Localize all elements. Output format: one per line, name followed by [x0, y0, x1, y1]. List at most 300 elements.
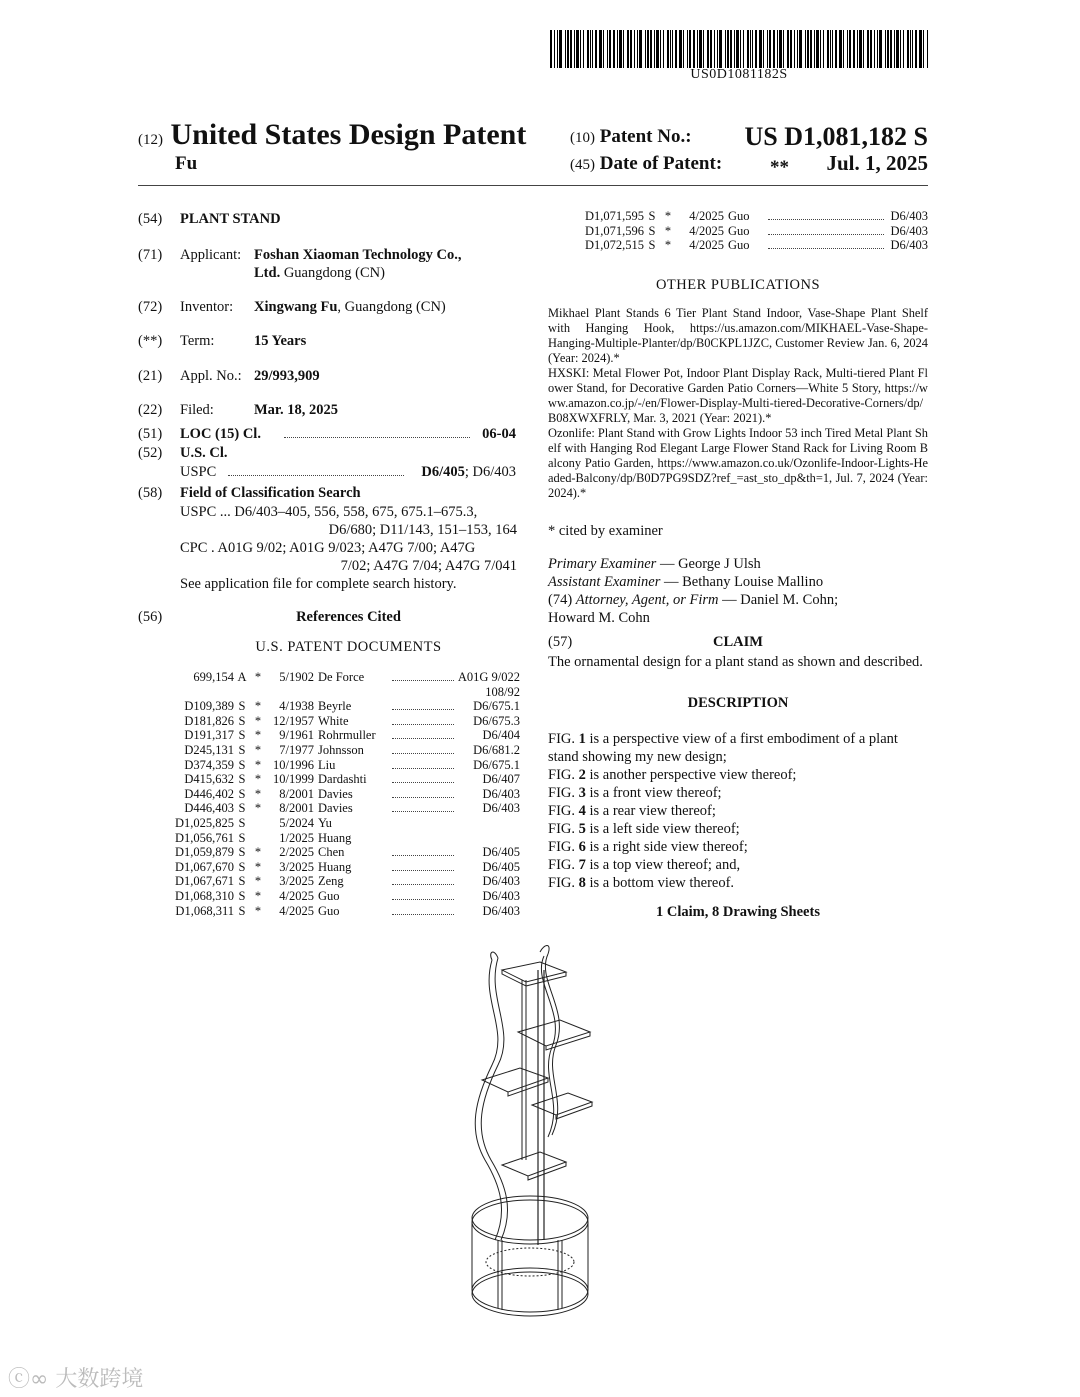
ref-number: D245,131	[184, 742, 234, 757]
barcode-bar	[867, 30, 869, 68]
title-text: United States Design Patent	[170, 118, 527, 151]
barcode-bar	[894, 30, 895, 68]
plant-stand-drawing	[440, 940, 620, 1330]
inventor-name: Xingwang Fu	[254, 299, 338, 315]
patent-type-title	[138, 118, 526, 152]
barcode-bar	[599, 30, 602, 68]
ref-name: Yu	[318, 815, 332, 830]
ref-date: 8/2001	[279, 801, 314, 816]
field-code: (72)	[138, 299, 163, 315]
ref-name: Rohrmuller	[318, 728, 376, 743]
ref-kind: S	[238, 772, 246, 787]
ref-date: 2/2025	[279, 845, 314, 860]
claim-heading: CLAIM	[713, 634, 763, 650]
ref-class: D6/404	[482, 728, 520, 743]
ref-date: 5/2024	[279, 815, 314, 830]
references-table-continued	[570, 209, 928, 253]
ref-date: 10/1999	[273, 772, 314, 787]
barcode-bar	[703, 30, 704, 68]
barcode-bar	[823, 30, 824, 68]
ref-number: D446,403	[184, 801, 234, 816]
ref-date: 7/1977	[279, 742, 314, 757]
barcode-bar	[896, 30, 899, 68]
ref-class: D6/675.1	[473, 699, 520, 714]
barcode-bar	[717, 30, 718, 68]
barcode-bar	[740, 30, 741, 68]
barcode-bar	[820, 30, 821, 68]
publication-entry: Ozonlife: Plant Stand with Grow Lights Indoor 53 inch Tired Metal Plant Shelf with Hanging Rod Elegant Large Flower Stand Rack for Living Room Balcony Patio Garden, https://www.amazon.co.uk/Ozonlife-Indoor-Lights-Headed-Balcony/dp/B0D7PG9SDZ?ref_=ast_sto_dp&th=1, Jul. 7, 2024 (Year: 2024).*	[548, 426, 928, 500]
barcode-bar	[790, 30, 792, 68]
ref-kind: S	[238, 815, 246, 830]
field-code: (22)	[138, 402, 163, 418]
figure-description	[548, 856, 928, 874]
barcode-bar	[725, 30, 726, 68]
ref-name: Davies	[318, 786, 353, 801]
barcode-bar	[567, 30, 569, 68]
barcode-bar	[743, 30, 744, 68]
ref-class: D6/405	[482, 859, 520, 874]
publication-entry: HXSKI: Metal Flower Pot, Indoor Plant Display Rack, Multi-tiered Plant Flower Stand, for Decorative Garden Patio Corners—White 5 Story, https://www.amazon.co.jp/-/en/Flower-Display-Multi-tiered-Decorative-Corners/dp/B08XWXFRLY, Mar. 3, 2021 (Year: 2021).*	[548, 366, 928, 425]
attorney-name-2: Howard M. Cohn	[548, 610, 650, 626]
ref-star: *	[254, 713, 262, 728]
barcode-bar	[832, 30, 833, 68]
label-text: Patent No.:	[599, 126, 692, 147]
barcode-bar	[565, 30, 566, 68]
field-label: LOC (15) Cl.	[180, 426, 261, 442]
appl-no-value: 29/993,909	[254, 368, 320, 384]
ref-number: D1,025,825	[174, 815, 234, 830]
date-of-patent-label	[570, 153, 722, 175]
barcode-bar	[583, 30, 584, 68]
barcode-bar	[835, 30, 837, 68]
ref-class: D6/403	[890, 238, 928, 253]
barcode-bar	[830, 30, 831, 68]
fig-text: is a top view thereof; and,	[585, 857, 741, 873]
ref-date: 3/2025	[279, 874, 314, 889]
reference-row	[570, 224, 928, 239]
leader-dots	[392, 699, 454, 714]
barcode-bar	[707, 30, 709, 68]
ref-class: D6/403	[482, 903, 520, 918]
barcode-bar	[550, 30, 552, 68]
ref-kind: S	[238, 859, 246, 874]
barcode-bar	[609, 30, 611, 68]
barcode-bar	[670, 30, 671, 68]
ref-name: Zeng	[318, 874, 344, 889]
ref-class: D6/403	[890, 223, 928, 238]
reference-row	[160, 728, 520, 743]
reference-row	[160, 772, 520, 787]
ref-date: 1/2025	[279, 830, 314, 845]
barcode-bar	[672, 30, 673, 68]
ref-number: D191,317	[184, 728, 234, 743]
leader-dots	[284, 425, 470, 438]
reference-row	[160, 787, 520, 802]
reference-row	[160, 845, 520, 860]
barcode-bar	[699, 30, 702, 68]
watermark-text: 大数跨境	[55, 1367, 144, 1392]
ref-name: Guo	[728, 209, 750, 223]
fig-text: is a rear view thereof;	[585, 803, 716, 819]
barcode-bar	[767, 30, 768, 68]
reference-row	[570, 238, 928, 253]
leader-dots	[768, 209, 884, 224]
ref-kind: S	[238, 874, 246, 889]
reference-row	[160, 904, 520, 919]
ref-star: *	[254, 859, 262, 874]
references-heading: References Cited	[296, 609, 401, 625]
fig-number: 3	[578, 785, 586, 801]
ref-class: 108/92	[485, 684, 520, 699]
patent-number-label	[570, 126, 692, 148]
barcode-bar	[910, 30, 911, 68]
barcode-bar	[755, 30, 757, 68]
barcode-bar	[885, 30, 886, 68]
ref-star: *	[254, 801, 262, 816]
ref-kind: S	[648, 238, 656, 253]
filed-value: Mar. 18, 2025	[254, 402, 339, 418]
label-text: Date of Patent:	[599, 153, 723, 174]
search-note: See application file for complete search history.	[180, 576, 457, 592]
ref-class	[454, 816, 520, 831]
barcode-bar	[637, 30, 638, 68]
ref-star: *	[254, 757, 262, 772]
field-label: U.S. Cl.	[180, 445, 228, 461]
other-publications-heading: OTHER PUBLICATIONS	[655, 277, 821, 293]
reference-row	[160, 743, 520, 758]
date-of-patent: Jul. 1, 2025	[826, 151, 928, 175]
date-asterisks: **	[770, 157, 789, 178]
barcode-bar	[675, 30, 677, 68]
reference-row	[160, 714, 520, 729]
ref-kind: S	[238, 830, 246, 845]
us-patent-documents-heading: U.S. PATENT DOCUMENTS	[255, 639, 442, 655]
barcode-bar	[923, 30, 924, 68]
fig-number: 4	[578, 803, 586, 819]
figure-description	[548, 838, 928, 856]
ref-name: De Force	[318, 670, 365, 684]
ref-name: Huang	[318, 830, 352, 845]
figure-list	[548, 730, 928, 892]
ref-date: 5/1902	[279, 670, 314, 684]
ref-name: Dardashti	[318, 772, 367, 787]
ref-kind: S	[238, 728, 246, 743]
barcode-bar	[810, 30, 812, 68]
reference-row	[160, 758, 520, 773]
barcode-bar	[915, 30, 917, 68]
barcode-bar	[574, 30, 575, 68]
barcode-bar	[763, 30, 764, 68]
field-code: (57)	[548, 634, 573, 650]
fig-number: 5	[578, 821, 586, 837]
barcode-bar	[645, 30, 646, 68]
barcode-bar	[603, 30, 604, 68]
barcode-bar	[623, 30, 624, 68]
examiner-name: — Bethany Louise Mallino	[664, 574, 824, 590]
figure-description	[548, 730, 928, 766]
ref-date: 4/2025	[279, 903, 314, 918]
barcode-bar	[679, 30, 682, 68]
barcode-bar	[613, 30, 615, 68]
attorney	[548, 591, 928, 627]
ref-number: D1,059,879	[174, 845, 234, 860]
ref-class: D6/407	[482, 772, 520, 787]
barcode-bar	[903, 30, 904, 68]
leader-dots	[392, 772, 454, 787]
barcode-bar	[870, 30, 872, 68]
figure-description	[548, 766, 928, 784]
fig-number: 2	[578, 767, 586, 783]
barcode-bar	[634, 30, 635, 68]
barcode-bar	[797, 30, 798, 68]
ref-number: D446,402	[184, 786, 234, 801]
leader-dots	[392, 860, 454, 875]
barcode-bar	[912, 30, 913, 68]
barcode-bar	[607, 30, 608, 68]
barcode-bar	[759, 30, 762, 68]
reference-row	[570, 209, 928, 224]
barcode-bar	[630, 30, 632, 68]
ref-class: D6/403	[482, 786, 520, 801]
ref-date: 4/1938	[279, 699, 314, 714]
field-code: (71)	[138, 247, 163, 263]
barcode-bar	[887, 30, 889, 68]
ref-class: D6/675.3	[473, 713, 520, 728]
leader-dots	[392, 831, 454, 846]
barcode-bar	[799, 30, 802, 68]
field-code: (56)	[138, 609, 163, 625]
figure-description	[548, 802, 928, 820]
barcode-bar	[879, 30, 882, 68]
barcode-bar	[779, 30, 782, 68]
leader-dots	[228, 463, 404, 476]
ref-number: D1,071,596	[584, 223, 644, 238]
barcode-bar	[559, 30, 562, 68]
barcode-bar	[859, 30, 862, 68]
barcode-bar	[752, 30, 753, 68]
barcode-bar	[849, 30, 851, 68]
attorney-label: Attorney, Agent, or Firm	[575, 592, 719, 608]
barcode-bar	[783, 30, 784, 68]
ref-star: *	[664, 238, 672, 253]
ref-number: D374,359	[184, 757, 234, 772]
ref-name: Chen	[318, 845, 345, 860]
ref-class	[454, 831, 520, 846]
ref-name: Guo	[318, 888, 340, 903]
cited-by-examiner-note: * cited by examiner	[548, 523, 663, 539]
reference-row	[160, 889, 520, 904]
barcode-bar	[592, 30, 593, 68]
barcode-bar	[853, 30, 855, 68]
barcode-bar	[927, 30, 928, 68]
ref-number: D109,389	[184, 699, 234, 714]
leader-dots	[392, 787, 454, 802]
ref-name: Liu	[318, 757, 336, 772]
uspc-label: USPC	[180, 464, 217, 480]
search-uspc-line: USPC ... D6/403–405, 556, 558, 675, 675.1–675.3,	[180, 504, 478, 520]
ref-kind: S	[238, 801, 246, 816]
barcode-bar	[877, 30, 878, 68]
reference-row	[160, 831, 520, 846]
barcode-bar	[730, 30, 732, 68]
ref-star	[250, 816, 266, 831]
figure-description	[548, 784, 928, 802]
ref-star: *	[254, 786, 262, 801]
barcode-bar	[627, 30, 629, 68]
barcode-bar	[693, 30, 695, 68]
leader-dots	[392, 904, 454, 919]
applicant-location: Guangdong (CN)	[283, 265, 385, 281]
barcode-bar	[617, 30, 618, 68]
search-cpc-line: CPC . A01G 9/02; A01G 9/023; A47G 7/00; A47G	[180, 540, 476, 556]
field-code: (12)	[138, 132, 163, 148]
ref-kind: S	[648, 209, 656, 223]
term-value: 15 Years	[254, 333, 307, 349]
reference-row-cont	[160, 685, 520, 700]
ref-date: 10/1996	[273, 757, 314, 772]
barcode-bar	[734, 30, 735, 68]
ref-number: D415,632	[184, 772, 234, 787]
search-cpc-line: 7/02; A47G 7/04; A47G 7/041	[340, 558, 517, 574]
fig-text: is a right side view thereof;	[585, 839, 748, 855]
barcode-bar	[773, 30, 775, 68]
fig-number: 7	[578, 857, 586, 873]
leader-dots	[768, 224, 884, 239]
barcode-bar	[736, 30, 739, 68]
leader-dots	[768, 238, 884, 253]
publication-entry: Mikhael Plant Stands 6 Tier Plant Stand Indoor, Vase-Shape Plant Shelf with Hanging Hook, https://us.amazon.com/MIKHAEL-Vase-Shape-Hanging-Multiple-Planter/dp/B0CKPL1JZC, Customer Review Jan. 6, 2024 (Year: 2024).*	[548, 306, 928, 365]
field-label: Term:	[180, 333, 215, 349]
claims-sheets-summary: 1 Claim, 8 Drawing Sheets	[656, 904, 820, 920]
ref-kind: S	[648, 223, 656, 238]
fig-number: 8	[578, 875, 586, 891]
references-table	[160, 670, 520, 918]
barcode-bar	[816, 30, 819, 68]
fig-text: is a left side view thereof;	[585, 821, 740, 837]
ref-name: Davies	[318, 801, 353, 816]
ref-name: Huang	[318, 859, 352, 874]
ref-kind: A	[237, 670, 247, 684]
barcode-bar	[714, 30, 715, 68]
claim-text: The ornamental design for a plant stand as shown and described.	[548, 654, 923, 670]
fig-number: 1	[578, 731, 586, 747]
examiner-label: Primary Examiner	[548, 556, 657, 572]
patent-number: US D1,081,182 S	[744, 122, 928, 151]
field-label: Filed:	[180, 402, 214, 418]
ref-kind: S	[238, 742, 246, 757]
ref-kind: S	[238, 713, 246, 728]
ref-class: D6/675.1	[473, 757, 520, 772]
ref-class: D6/403	[482, 888, 520, 903]
uspc-secondary: ; D6/403	[464, 464, 516, 480]
barcode-bar	[805, 30, 806, 68]
uspc-main: D6/405	[421, 464, 465, 480]
fig-text: is a bottom view thereof.	[585, 875, 735, 891]
leader-dots	[392, 816, 454, 831]
reference-row	[160, 801, 520, 816]
ref-class: D6/403	[482, 801, 520, 816]
ref-class: D6/405	[482, 845, 520, 860]
ref-class: A01G 9/022	[457, 670, 520, 684]
barcode-bar	[769, 30, 771, 68]
barcode-bar	[663, 30, 664, 68]
ref-name: Johnsson	[318, 742, 364, 757]
leader-dots	[392, 670, 454, 685]
fig-prefix: FIG.	[548, 857, 579, 873]
field-code: (51)	[138, 426, 163, 442]
ref-kind: S	[238, 845, 246, 860]
field-label: Field of Classification Search	[180, 485, 361, 501]
field-code: (58)	[138, 485, 163, 501]
watermark-icon: ⓒ∞	[8, 1367, 49, 1392]
barcode-bar	[639, 30, 642, 68]
reference-row	[160, 860, 520, 875]
ref-star: *	[254, 670, 262, 684]
barcode-bar	[595, 30, 597, 68]
ref-number: D181,826	[184, 713, 234, 728]
ref-date: 4/2025	[689, 238, 724, 253]
design-title: PLANT STAND	[180, 211, 281, 227]
barcode-bar	[750, 30, 751, 68]
inventor-location: , Guangdong (CN)	[337, 299, 446, 315]
inventor-surname: Fu	[175, 153, 198, 174]
fig-prefix: FIG.	[548, 875, 579, 891]
ref-number: D1,067,670	[174, 859, 234, 874]
barcode-bar	[576, 30, 579, 68]
applicant-name-cont: Ltd.	[254, 265, 281, 281]
ref-kind: S	[238, 888, 246, 903]
description-heading: DESCRIPTION	[687, 695, 789, 711]
ref-date: 8/2001	[279, 786, 314, 801]
leader-dots	[392, 801, 454, 816]
barcode-bar	[619, 30, 622, 68]
examiner-name: — George J Ulsh	[659, 556, 761, 572]
field-58-search	[0, 484, 540, 594]
barcode-bar	[654, 30, 655, 68]
ref-star: *	[254, 772, 262, 787]
ref-name: White	[318, 713, 349, 728]
barcode-bar	[863, 30, 864, 68]
ref-star: *	[254, 874, 262, 889]
field-label: Appl. No.:	[180, 368, 242, 384]
reference-row	[160, 670, 520, 685]
fig-prefix: FIG.	[548, 803, 579, 819]
ref-number: 699,154	[193, 670, 234, 684]
barcode-bar	[650, 30, 652, 68]
barcode-bar	[660, 30, 661, 68]
fig-text: is a front view thereof;	[585, 785, 722, 801]
ref-kind: S	[238, 786, 246, 801]
ref-class: D6/681.2	[473, 742, 520, 757]
barcode-bar	[839, 30, 842, 68]
ref-star: *	[254, 888, 262, 903]
barcode-bar	[890, 30, 892, 68]
ref-star: *	[254, 728, 262, 743]
ref-name: Beyrle	[318, 699, 352, 714]
ref-kind: S	[238, 699, 246, 714]
ref-date: 4/2025	[689, 223, 724, 238]
barcode-bar	[919, 30, 922, 68]
figure-description	[548, 874, 928, 892]
fig-prefix: FIG.	[548, 767, 579, 783]
claim-heading-row	[548, 633, 928, 651]
barcode-bar	[777, 30, 778, 68]
primary-examiner	[548, 555, 928, 573]
reference-row	[160, 816, 520, 831]
ref-number: D1,071,595	[584, 209, 644, 223]
barcode-bar	[570, 30, 572, 68]
field-52-us-cl	[0, 444, 540, 484]
